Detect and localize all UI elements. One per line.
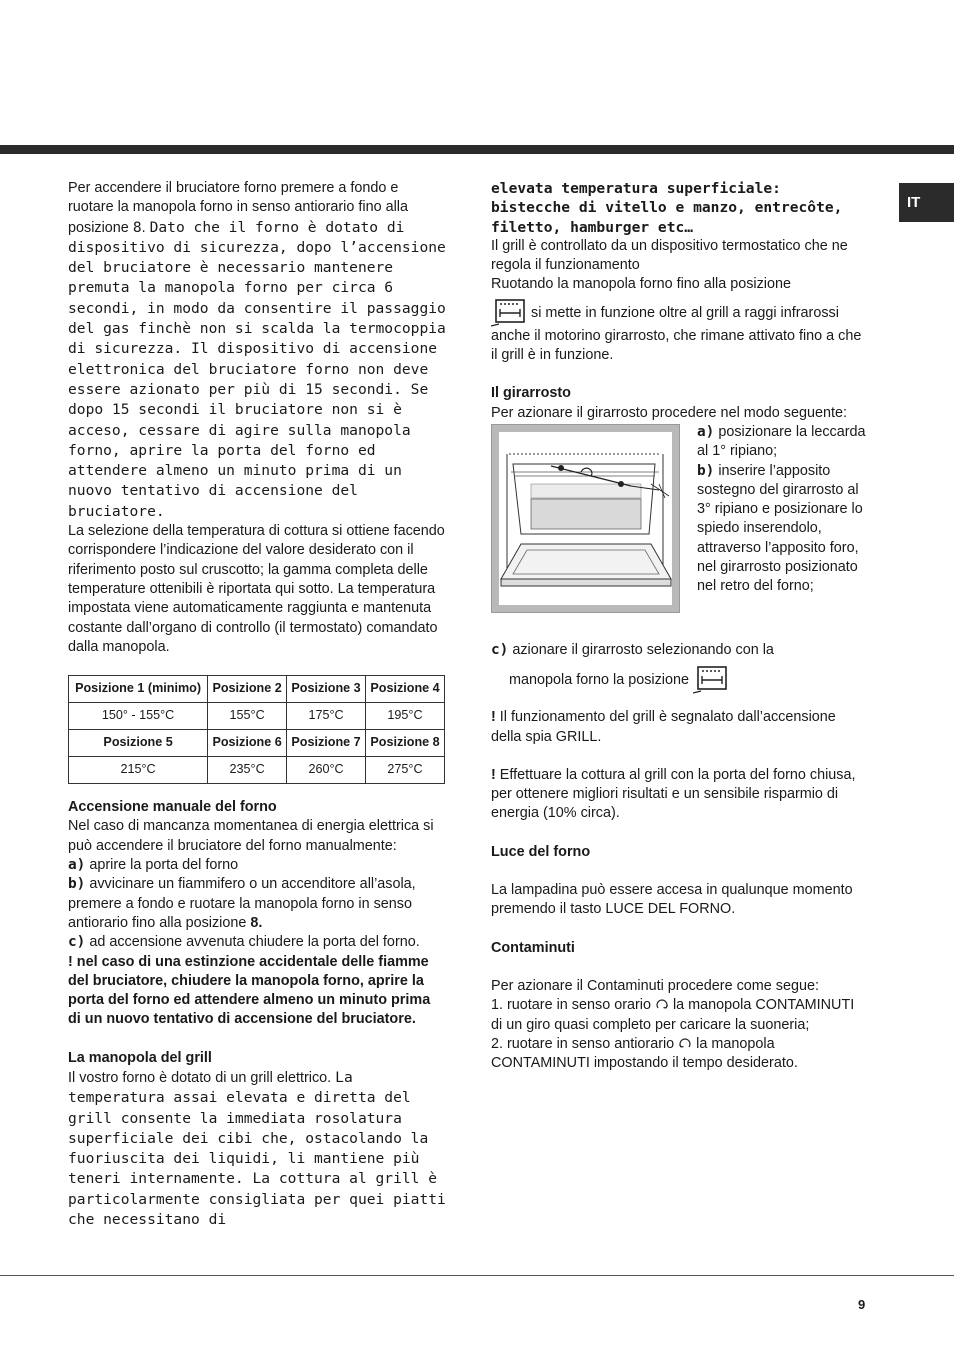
grill-position-detail: si mette in funzione oltre al grill a raggi infrarossi anche il motorino girarrosto, che rimane attivato fino a che il grill è in funzione. [491,299,866,366]
rotisserie-step-c-position: manopola forno la posizione [491,666,866,694]
grill-continuation: elevata temperatura superficiale: bistecche di vitello e manzo, entrecôte, filetto, hamburger etc… [491,180,843,236]
clockwise-icon [655,998,669,1012]
left-column [68,179,446,1230]
extinction-warning: ! nel caso di una estinzione accidentale delle fiamme del bruciatore, chiudere la manopola forno, aprire la porta del forno ed attendere almeno un minuto prima di un nuovo tentativo di accensione del bruciatore. [68,953,431,1028]
language-tab [899,183,954,222]
grill-rotisserie-icon [491,299,527,327]
table-row: 215°C 235°C 260°C 275°C [69,757,445,784]
grill-position-text: Ruotando la manopola forno fino alla posizione [491,276,792,293]
table-row: Posizione 1 (minimo) Posizione 2 Posizione 3 Posizione 4 [69,676,445,703]
rotisserie-steps [697,423,867,597]
manual-step-b: b) avvicinare un fiammifero o un accenditore all’asola, premere a fondo e ruotare la manopola forno in senso antiorario fino alla posizione 8. [68,876,416,931]
ignition-paragraph: Per accendere il bruciatore forno premere a fondo e ruotare la manopola forno in senso antiorario fino alla posizione 8. Dato che il forno è dotato di dispositivo di sicurezza, dopo l’accensione del bruciatore è necessario mantenere premuta la manopola forno per circa 6 secondi, in modo da consentire il passaggio del gas finchè non si scalda la termocoppia di sicurezza. Il dispositivo di accensione elettronica del bruciatore forno non deve essere azionato per più di 15 secondi. Se dopo 15 secondi il bruciatore non si è acceso, cessare di agire sulla manopola forno, aprire la porta del forno ed attendere almeno un minuto prima di un nuovo tentativo di accensione del bruciatore. [68,180,446,520]
rotisserie-heading: Il girarrosto [491,385,571,402]
manual-step-c: c) ad accensione avvenuta chiudere la porta del forno. [68,934,420,951]
grill-heading: La manopola del grill [68,1049,212,1066]
rotisserie-step-a: a) posizionare la leccarda al 1° ripiano; [697,423,866,460]
grill-light-note: ! Il funzionamento del grill è segnalato dall’accensione della spia GRILL. [491,709,836,745]
timer-step-1: 1. ruotare in senso orario la manopola CONTAMINUTI di un giro quasi completo per caricare la suoneria; [491,997,855,1033]
grill-door-note: ! Effettuare la cottura al grill con la porta del forno chiusa, per ottenere migliori risultati e un sensibile risparmio di energia (10% circa). [491,766,856,822]
timer-heading: Contaminuti [491,939,575,956]
header-bar [0,145,954,154]
grill-thermostat: Il grill è controllato da un dispositivo termostatico che ne regola il funzionamento [491,237,848,274]
rotisserie-intro: Per azionare il girarrosto procedere nel modo seguente: [491,404,847,421]
grill-rotisserie-icon [693,666,729,694]
rotisserie-section [491,423,866,623]
manual-ignition-heading: Accensione manuale del forno [68,799,277,816]
timer-step-2: 2. ruotare in senso antiorario la manopola CONTAMINUTI impostando il tempo desiderato. [491,1035,798,1072]
manual-intro: Nel caso di mancanza momentanea di energia elettrica si può accendere il bruciatore del forno manualmente: [68,818,434,854]
counterclockwise-icon [678,1037,692,1051]
temperature-paragraph: La selezione della temperatura di cottura si ottiene facendo corrispondere l’indicazione del valore desiderato con il riferimento posto sul cruscotto; la gamma completa delle temperature ottenibili è riportata qui sotto. La temperatura impostata viene automaticamente raggiunta e mantenuta costante dall’organo di controllo (il termostato) comandato dalla manopola. [68,523,445,655]
temperature-table [68,675,445,784]
table-row: 150° - 155°C 155°C 175°C 195°C [69,703,445,730]
rotisserie-step-b: b) inserire l’apposito sostegno del girarrosto al 3° ripiano e posizionare lo spiedo inserendolo, attraverso l’apposito foro, nel girarrosto posizionato nel retro del forno; [697,462,863,595]
language-label: IT [907,194,921,211]
page-number: 9 [858,1297,866,1312]
safety-warning-text: Dato che il forno è dotato di dispositivo di sicurezza, dopo l’accensione del bruciatore è necessario mantenere premuta la manopola forno per circa 6 secondi, in modo da consentire il passaggio del gas finchè non si scalda la termocoppia di sicurezza. Il dispositivo di accensione elettronica del bruciatore forno non deve essere azionato per più di 15 secondi. Se dopo 15 secondi il bruciatore non si è acceso, cessare di agire sulla manopola forno, aprire la porta del forno ed attendere almeno un minuto prima di un nuovo tentativo di accensione del bruciatore. [68,218,446,520]
oven-light-heading: Luce del forno [491,843,591,860]
manual-step-a: a) aprire la porta del forno [68,857,239,874]
right-column [491,179,866,1073]
oven-rotisserie-illustration [491,424,680,613]
oven-light-text: La lampadina può essere accesa in qualunque momento premendo il tasto LUCE DEL FORNO. [491,882,853,918]
timer-intro: Per azionare il Contaminuti procedere come segue: [491,977,819,994]
table-row: Posizione 5 Posizione 6 Posizione 7 Posizione 8 [69,730,445,757]
grill-paragraph: Il vostro forno è dotato di un grill elettrico. La temperatura assai elevata e diretta del grill consente la immediata rosolatura superficiale dei cibi che, ostacolando la fuoriuscita dei liquidi, li mantiene più teneri internamente. La cottura al grill è particolarmente consigliata per quei piatti che necessitano di [68,1068,446,1229]
rotisserie-step-c: c) azionare il girarrosto selezionando con la [491,641,774,658]
footer-rule [0,1275,954,1276]
